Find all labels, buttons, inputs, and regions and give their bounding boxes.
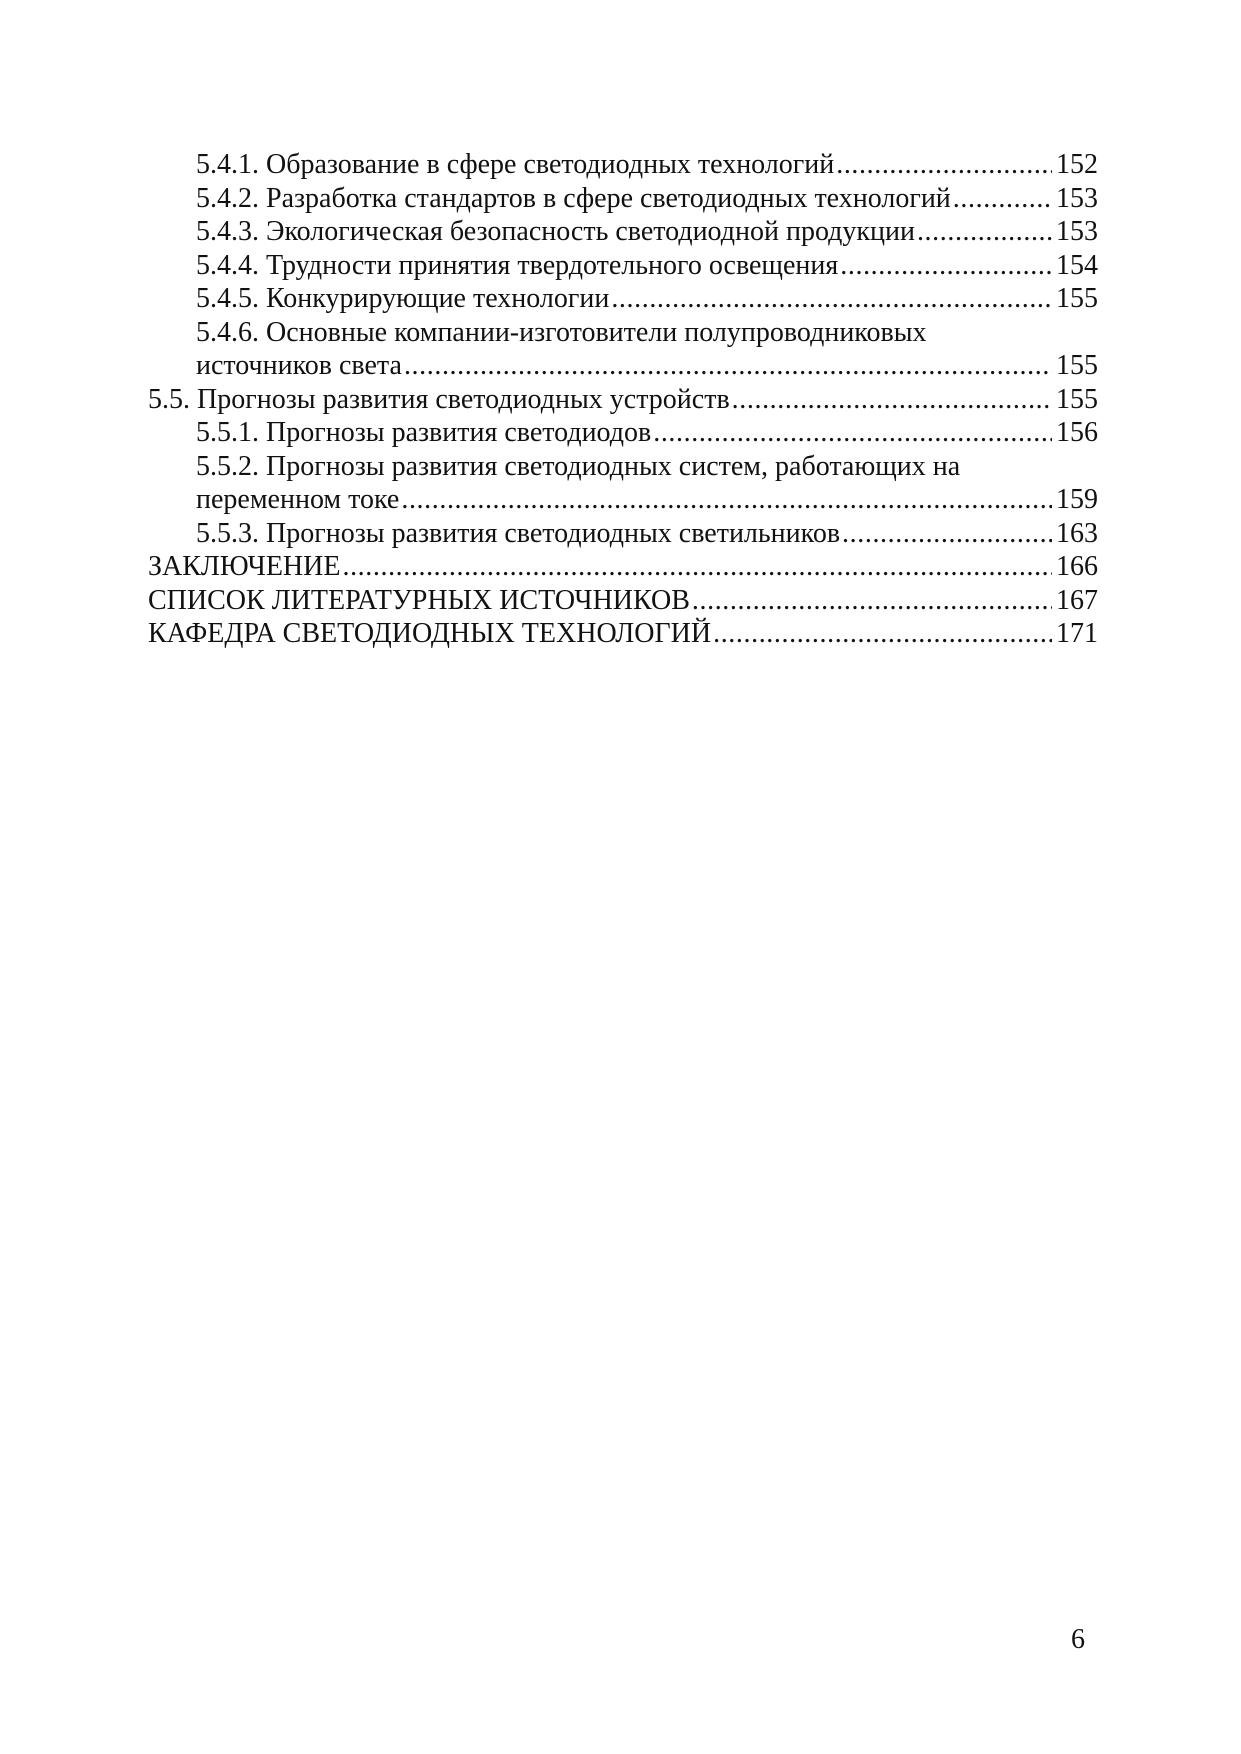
toc-page-number: 153 — [1056, 182, 1098, 214]
dot-leader — [611, 282, 1052, 316]
toc-page-number: 156 — [1056, 417, 1098, 448]
toc-entry-5-5[interactable] — [148, 383, 1098, 417]
toc-entry-5-4-5[interactable] — [148, 282, 1098, 316]
toc-page-number: 152 — [1056, 149, 1098, 180]
toc-page-number: 155 — [1056, 350, 1098, 381]
toc-page-number: 153 — [1056, 216, 1098, 247]
dot-leader — [342, 550, 1052, 584]
toc-entry-title: 5.4.2. Разработка стандартов в сфере светодиодных технологий — [196, 182, 951, 214]
toc-entry-title: КАФЕДРА СВЕТОДИОДНЫХ ТЕХНОЛОГИЙ — [148, 618, 712, 649]
toc-entry-title-line1: 5.4.6. Основные компании-изготовители полупроводниковых — [196, 316, 927, 348]
dot-leader — [840, 249, 1052, 283]
toc-entry-5-5-2[interactable] — [148, 450, 1098, 517]
toc-page-number: 155 — [1056, 383, 1098, 415]
toc-entry-5-5-3[interactable] — [148, 517, 1098, 551]
dot-leader — [713, 617, 1052, 651]
dot-leader — [836, 148, 1052, 182]
dot-leader — [653, 416, 1052, 450]
toc-entry-title-line1: 5.5.2. Прогнозы развития светодиодных систем, работающих на — [196, 450, 961, 482]
toc-entry-5-4-3[interactable] — [148, 215, 1098, 249]
toc-entry-title: 5.5. Прогнозы развития светодиодных устройств — [148, 383, 730, 415]
toc-page-number: 159 — [1056, 484, 1098, 515]
toc-entry-title-line2: источников света — [196, 350, 402, 381]
dot-leader — [401, 483, 1052, 517]
toc-entry-references[interactable] — [148, 584, 1098, 618]
toc-entry-title: 5.5.3. Прогнозы развития светодиодных светильников — [196, 517, 841, 549]
dot-leader — [404, 349, 1052, 383]
toc-entry-title: 5.5.1. Прогнозы развития светодиодов — [196, 417, 652, 448]
toc-page-number: 166 — [1056, 551, 1098, 582]
toc-page-number: 167 — [1056, 584, 1098, 616]
toc-page-number: 154 — [1056, 249, 1098, 281]
toc-page-number: 155 — [1056, 283, 1098, 314]
toc-page-number: 163 — [1056, 517, 1098, 549]
dot-leader — [732, 383, 1052, 417]
toc-entry-title: СПИСОК ЛИТЕРАТУРНЫХ ИСТОЧНИКОВ — [148, 584, 690, 616]
toc-entry-title: 5.4.3. Экологическая безопасность светодиодной продукции — [196, 216, 915, 247]
toc-entry-title: ЗАКЛЮЧЕНИЕ — [148, 551, 341, 582]
toc-entry-department[interactable] — [148, 617, 1098, 651]
toc-entry-5-4-4[interactable] — [148, 249, 1098, 283]
toc-entry-5-4-2[interactable] — [148, 182, 1098, 216]
toc-entry-title: 5.4.4. Трудности принятия твердотельного освещения — [196, 249, 839, 281]
dot-leader — [917, 215, 1052, 249]
dot-leader — [842, 517, 1052, 551]
toc-entry-5-5-1[interactable] — [148, 416, 1098, 450]
dot-leader — [953, 182, 1052, 216]
toc-entry-5-4-6[interactable] — [148, 316, 1098, 383]
dot-leader — [692, 584, 1052, 618]
toc-page-number: 171 — [1056, 618, 1098, 649]
toc-entry-title: 5.4.5. Конкурирующие технологии — [196, 283, 610, 314]
toc-entry-title-line2: переменном токе — [196, 484, 400, 515]
toc-entry-title: 5.4.1. Образование в сфере светодиодных технологий — [196, 149, 835, 180]
table-of-contents — [148, 148, 1098, 651]
toc-entry-conclusion[interactable] — [148, 550, 1098, 584]
toc-entry-5-4-1[interactable] — [148, 148, 1098, 182]
page-number: 6 — [1071, 1624, 1085, 1655]
